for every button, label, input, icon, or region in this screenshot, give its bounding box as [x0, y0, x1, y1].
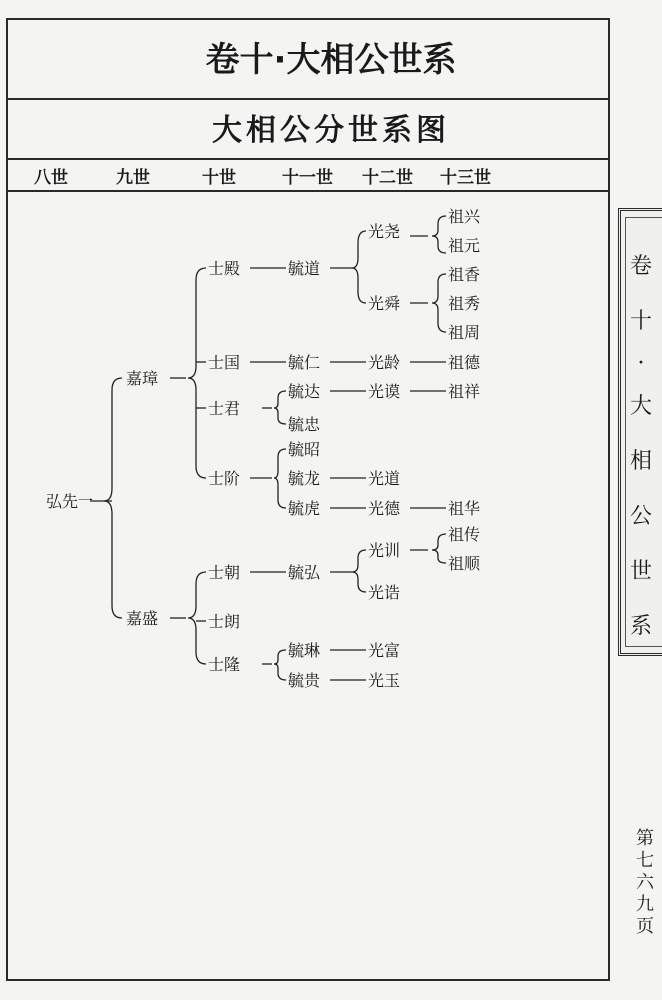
tree-node: 士国: [208, 353, 241, 372]
tree-node: 光玉: [368, 671, 401, 690]
tree-node: 光龄: [368, 353, 401, 372]
tree-node: 弘先: [46, 492, 79, 511]
tree-node: 士阶: [208, 469, 241, 488]
tree-node: 祖元: [448, 236, 481, 255]
tree-node: 光训: [368, 541, 401, 560]
tree-node: 毓虎: [288, 499, 321, 518]
generation-label: 九世: [116, 168, 150, 188]
tree-node: 祖香: [448, 265, 481, 284]
side-tab: [618, 208, 662, 656]
side-tab-char: 大: [629, 394, 652, 419]
tree-node: 士朗: [208, 612, 241, 631]
side-tab-char: 公: [629, 504, 652, 529]
generation-label: 十一世: [282, 168, 333, 188]
tree-node: 祖华: [448, 499, 481, 518]
side-tab-char: 十: [629, 309, 652, 334]
side-tab-char: 相: [629, 449, 652, 474]
side-tab-char: 卷: [629, 254, 652, 279]
tree-node: 光诰: [368, 583, 401, 602]
tree-node: 祖传: [448, 525, 481, 544]
tree-node: 士君: [208, 399, 241, 418]
tree-node: 光尧: [368, 222, 401, 241]
tree-node: 光德: [368, 499, 401, 518]
chart-title: 大相公分世系图: [212, 113, 450, 148]
side-tab-char: ·: [637, 351, 645, 376]
tree-node: 光谟: [368, 382, 401, 401]
side-tab-text: [621, 239, 661, 654]
tree-node: 祖德: [448, 353, 481, 372]
tree-node: 毓昭: [288, 440, 321, 459]
tree-node: 祖顺: [448, 554, 481, 573]
tree-node: 毓忠: [288, 415, 321, 434]
tree-node: 祖祥: [448, 382, 481, 401]
tree-node: 士朝: [208, 563, 241, 582]
tree-node: 光道: [368, 469, 401, 488]
tree-node: 毓贵: [288, 671, 321, 690]
tree-node: 毓达: [288, 382, 321, 401]
page-number-char: 六: [636, 872, 654, 893]
volume-title: 卷十·大相公世系: [205, 40, 457, 80]
page-number-char: 七: [636, 850, 654, 871]
tree-node: 士隆: [208, 655, 241, 674]
tree-node: 士殿: [208, 259, 241, 278]
svg-text:一: 一: [78, 492, 94, 510]
tree-node: 毓弘: [288, 563, 321, 582]
tree-node: 光舜: [368, 294, 401, 313]
tree-node: 毓道: [288, 259, 321, 278]
tree-node: 毓琳: [288, 641, 321, 660]
page-number-char: 页: [636, 916, 654, 937]
side-tab-char: 系: [629, 614, 652, 639]
tree-node: 毓龙: [288, 469, 321, 488]
generation-label: 十三世: [440, 168, 491, 188]
page-number: [630, 828, 660, 938]
tree-node: 光富: [368, 641, 401, 660]
tree-node: 祖秀: [448, 294, 481, 313]
generation-label: 十世: [202, 168, 236, 188]
tree-node: 嘉盛: [126, 609, 159, 628]
connector-dashes: [78, 492, 93, 510]
tree-node: 祖兴: [448, 207, 481, 226]
side-tab-char: 世: [629, 559, 652, 584]
tree-node: 毓仁: [288, 353, 321, 372]
tree-node: 祖周: [448, 323, 481, 342]
generation-label: 十二世: [362, 168, 413, 188]
generation-label: 八世: [34, 168, 68, 188]
page-number-char: 第: [636, 828, 654, 849]
page-number-char: 九: [636, 894, 654, 915]
tree-node: 嘉璋: [126, 369, 159, 388]
tree-nodes: [46, 207, 481, 690]
